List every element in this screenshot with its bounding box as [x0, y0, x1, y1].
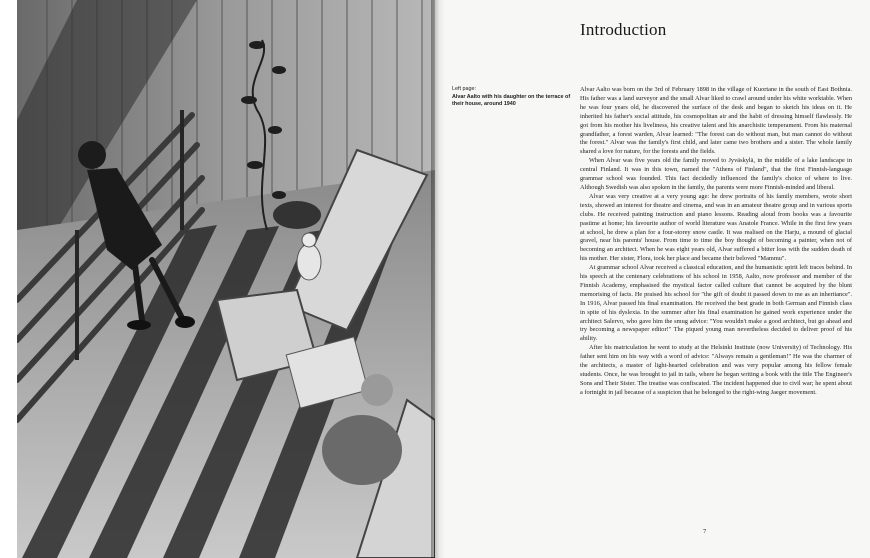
caption-label: Left page: — [452, 86, 476, 92]
body-text — [580, 86, 852, 398]
terrace-photograph — [17, 0, 435, 558]
photo-illustration — [17, 0, 435, 558]
photo-caption — [452, 86, 572, 109]
paragraph: Alvar was very creative at a very young age: he drew portraits of his family members, wrote short texts, showed an interest for theatre and cinema, and was in an amateur theatre group and in various sports clubs. He received painting instruction and piano lessons. Reading aloud from books was a favourite pastime at home; his favourite author of world literature was Anatole France. While in the first few years at school, he drew a plan for a four-storey snow castle. It was realised on the Harju, a mound of glacial gravel, near his parents' house. From time to time the boy thought of becoming a painter, when not of becoming an architect. When he was eight years old, Alvar suffered a bitter loss with the sudden death of his mother. Her sister, Flora, took her place and became their beloved "Mammu". — [580, 192, 852, 263]
paragraph: When Alvar was five years old the family moved to Jyväskylä, in the middle of a lake landscape in central Finland. It was in this town, named the "Athens of Finland", that the first Finnish-language grammar school was founded. This fact decidedly influenced the family's choice of where to live. Although Swedish was also spoken in the family, the parents were more Finnish-minded and liberal. — [580, 157, 852, 191]
page-number: 7 — [703, 528, 707, 535]
paragraph: At grammar school Alvar received a classical education, and the humanistic spirit left traces behind. In his speech at the centenary celebrations of his school in 1958, Aalto, now professor and member of the Finnish Academy, emphasised the mystical factor called culture that cannot be acquired by the blunt memorising of facts. He praised his school for "the gift of doubt it passed down to me as an inheritance". In 1916, Alvar passed his final examination. He received the best grade in both German and Finnish class in spite of his dyslexia. In the summer after his final examination he gained work experience under the architect Salervo, who gave him the smug advice: "You wouldn't make a good architect, but go ahead and try becoming a newspaper editor!" The piqued young man nevertheless decided to deliver proof of his ability. — [580, 264, 852, 343]
paragraph: After his matriculation he went to study at the Helsinki Institute (now University) of Technology. His father sent him on his way with a word of advice: "Always remain a gentleman!" He was the charmer of the architects, a master of light-hearted celebration and was very popular among his fellow female students. Once, he was brought to jail in tails, where he began writing a book with the title The Engineer's Sons and Their Sister. The treatise was confiscated. The incident happened due to civil war; he spent about a fortnight in jail because of a suspicion that he belonged to the right-wing Jaeger movement. — [580, 344, 852, 396]
paragraph: Alvar Aalto was born on the 3rd of February 1898 in the village of Kuortane in the south of East Bothnia. His father was a land surveyor and the small Alvar liked to crawl around under his white worktable. When he was four years old, he discovered the surface of the desk and began to sketch his ideas on it. He inherited his father's social attitude, his cosmopolitan air and the habit of dressing himself flawlessly. He got from his mother his liveliness, his creative talent and his anarchistic temperament. From his maternal grandfather, a forest warden, Alvar learned: "The forest can do without man, but man cannot do without the forest." Alvar was the family's first child, and later came two brothers and a sister. The whole family shared a love for nature, for the forests and the fields. — [580, 86, 852, 156]
right-page — [435, 0, 870, 558]
book-gutter — [431, 0, 445, 558]
chapter-title: Introduction — [580, 20, 667, 39]
caption-text: Alvar Aalto with his daughter on the terrace of their house, around 1940 — [452, 93, 571, 108]
